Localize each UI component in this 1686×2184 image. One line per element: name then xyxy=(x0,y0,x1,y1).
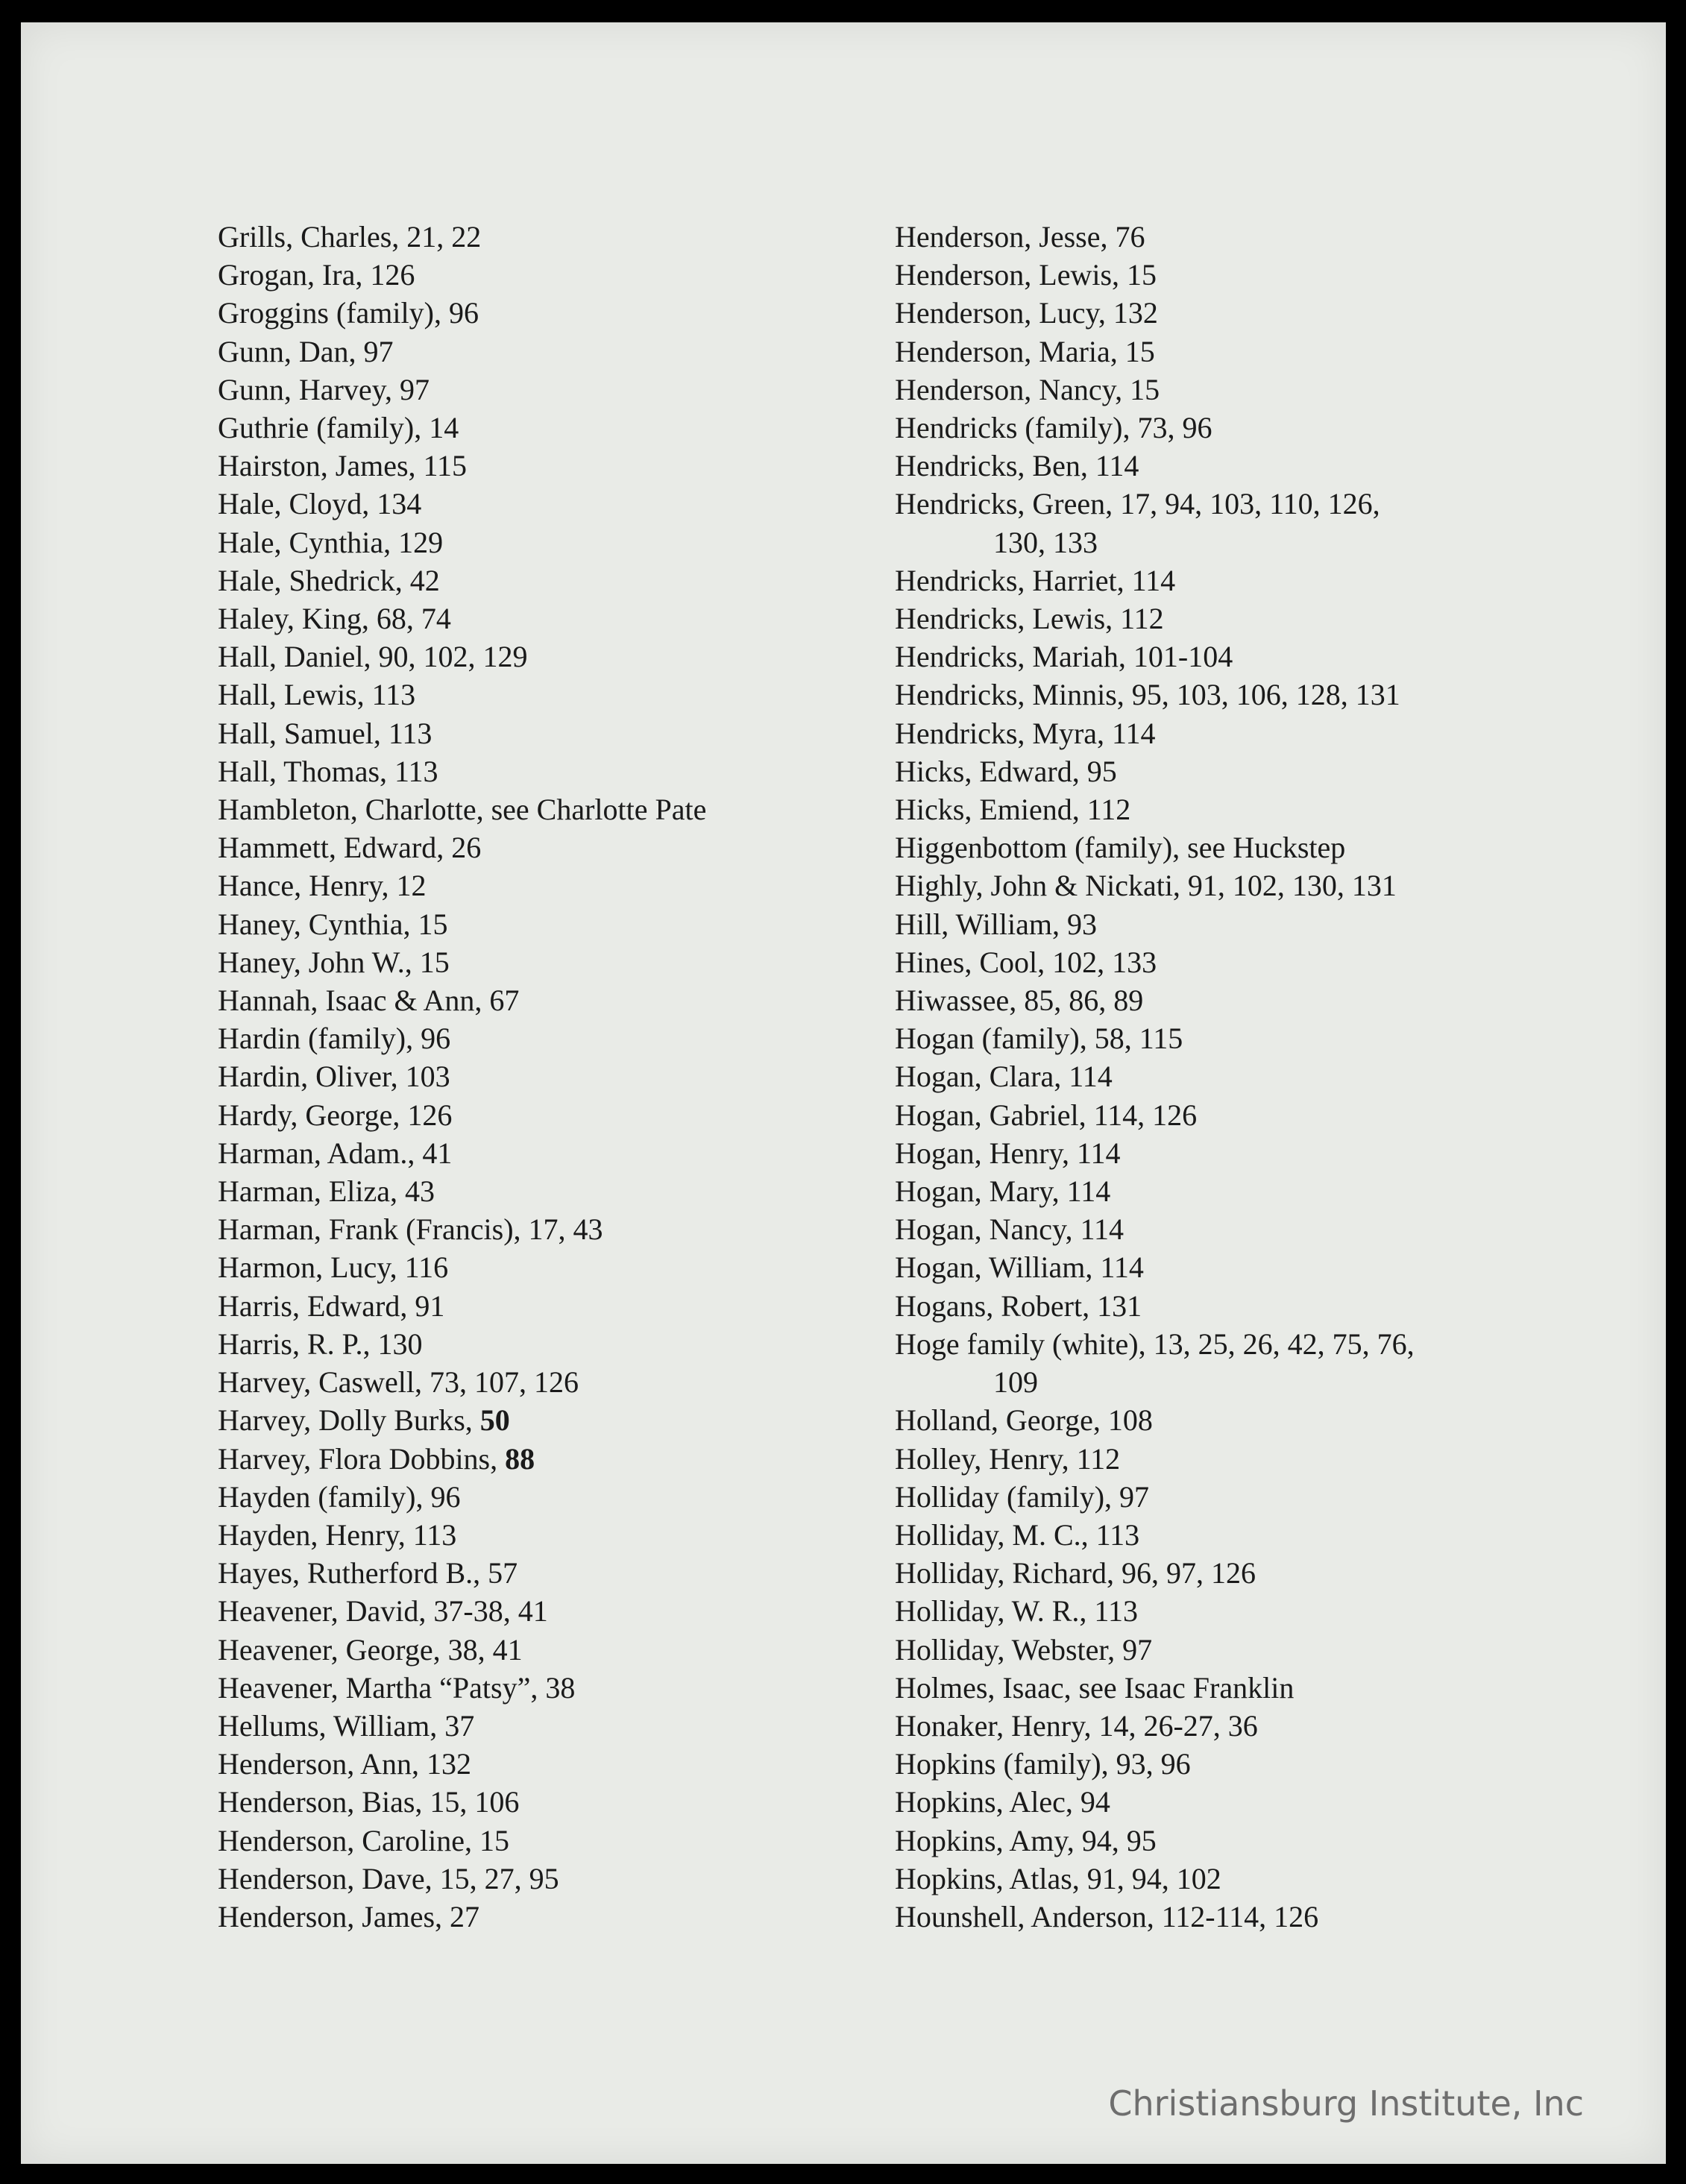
index-entry: Hines, Cool, 102, 133 xyxy=(895,945,1157,979)
index-entry: Hill, William, 93 xyxy=(895,907,1097,941)
index-entry: Hall, Thomas, 113 xyxy=(218,754,438,788)
index-entry: Hall, Daniel, 90, 102, 129 xyxy=(218,640,528,674)
index-entry: Heavener, Martha “Patsy”, 38 xyxy=(218,1670,576,1705)
index-entry: Hayes, Rutherford B., 57 xyxy=(218,1556,518,1590)
index-page xyxy=(21,22,1666,2164)
index-entry: Hicks, Emiend, 112 xyxy=(895,793,1131,827)
index-entry-continuation xyxy=(895,523,1415,561)
index-entry: Hardin, Oliver, 103 xyxy=(218,1060,450,1094)
index-entry: Grogan, Ira, 126 xyxy=(218,258,415,292)
index-entry: Henderson, Nancy, 15 xyxy=(895,372,1160,406)
index-entry-continuation xyxy=(895,1363,1415,1401)
continuation-text: 130, 133 xyxy=(993,525,1098,559)
bold-page-number: 88 xyxy=(505,1441,535,1476)
continuation-text: 109 xyxy=(993,1365,1038,1400)
index-entry: Henderson, Bias, 15, 106 xyxy=(218,1785,520,1819)
index-entry: Hale, Cynthia, 129 xyxy=(218,525,444,559)
index-entry: Hogan, Nancy, 114 xyxy=(895,1212,1124,1247)
index-column-right xyxy=(895,218,1415,1936)
index-entry: Holley, Henry, 112 xyxy=(895,1441,1121,1476)
index-entry: Hopkins, Alec, 94 xyxy=(895,1785,1110,1819)
index-entry: Hogan, Henry, 114 xyxy=(895,1136,1121,1170)
index-entry: Hendricks, Mariah, 101-104 xyxy=(895,640,1233,674)
index-entry: Hogan, Gabriel, 114, 126 xyxy=(895,1098,1198,1132)
index-entry: Harvey, Caswell, 73, 107, 126 xyxy=(218,1365,579,1400)
index-entry: Gunn, Dan, 97 xyxy=(218,334,394,368)
index-entry: Harmon, Lucy, 116 xyxy=(218,1250,449,1285)
index-entry: Heavener, David, 37-38, 41 xyxy=(218,1594,548,1628)
index-entry: Harris, R. P., 130 xyxy=(218,1327,423,1361)
index-entry: Haney, John W., 15 xyxy=(218,945,450,979)
index-entry: Hammett, Edward, 26 xyxy=(218,831,482,865)
index-entry: Heavener, George, 38, 41 xyxy=(218,1632,523,1667)
index-entry: Harman, Frank (Francis), 17, 43 xyxy=(218,1212,603,1247)
index-entry: Hayden (family), 96 xyxy=(218,1479,461,1514)
index-entry: Hale, Shedrick, 42 xyxy=(218,563,440,597)
index-entry: Hicks, Edward, 95 xyxy=(895,754,1117,788)
index-entry: Highly, John & Nickati, 91, 102, 130, 131 xyxy=(895,869,1397,903)
index-entry-name: Harvey, Dolly Burks, xyxy=(218,1403,473,1438)
index-entry: Harman, Adam., 41 xyxy=(218,1136,453,1170)
index-entry: Holliday, Richard, 96, 97, 126 xyxy=(895,1556,1256,1590)
index-entry: Henderson, Jesse, 76 xyxy=(895,220,1145,254)
index-entry: Henderson, Lewis, 15 xyxy=(895,258,1157,292)
index-entry: Guthrie (family), 14 xyxy=(218,411,459,445)
index-entry: Hogan (family), 58, 115 xyxy=(895,1022,1183,1056)
index-entry: Hendricks, Ben, 114 xyxy=(895,449,1139,483)
index-entry: Haney, Cynthia, 15 xyxy=(218,907,448,941)
index-entry: Haley, King, 68, 74 xyxy=(218,602,451,636)
index-entry: Hayden, Henry, 113 xyxy=(218,1517,457,1552)
index-entry: Hopkins, Amy, 94, 95 xyxy=(895,1823,1157,1857)
index-entry: Hairston, James, 115 xyxy=(218,449,468,483)
index-entry: Holland, George, 108 xyxy=(895,1403,1153,1438)
index-entry: Hall, Lewis, 113 xyxy=(218,678,416,712)
index-entry: Hendricks (family), 73, 96 xyxy=(895,411,1212,445)
index-entry: Henderson, Ann, 132 xyxy=(218,1747,471,1781)
index-entry: Hendricks, Myra, 114 xyxy=(895,716,1156,750)
index-entry: Gunn, Harvey, 97 xyxy=(218,372,430,406)
index-entry: Hounshell, Anderson, 112-114, 126 xyxy=(895,1899,1319,1933)
index-entry: Hendricks, Harriet, 114 xyxy=(895,563,1176,597)
index-entry: Holmes, Isaac, see Isaac Franklin xyxy=(895,1670,1295,1705)
index-entry: Harman, Eliza, 43 xyxy=(218,1174,435,1209)
index-entry-bold-page xyxy=(218,1440,706,1478)
watermark-text: Christiansburg Institute, Inc xyxy=(1108,2083,1584,2124)
bold-page-number: 50 xyxy=(479,1403,510,1438)
index-entry: Hopkins (family), 93, 96 xyxy=(895,1747,1191,1781)
index-entry: Hambleton, Charlotte, see Charlotte Pate xyxy=(218,793,707,827)
index-entry: Harris, Edward, 91 xyxy=(218,1288,445,1323)
index-entry: Groggins (family), 96 xyxy=(218,296,479,330)
index-entry: Hale, Cloyd, 134 xyxy=(218,487,422,521)
index-entry: Hogan, Clara, 114 xyxy=(895,1060,1113,1094)
index-entry: Henderson, James, 27 xyxy=(218,1899,480,1933)
index-entry: Hiwassee, 85, 86, 89 xyxy=(895,984,1144,1018)
index-entry: Hopkins, Atlas, 91, 94, 102 xyxy=(895,1861,1221,1895)
index-entry: Holliday, M. C., 113 xyxy=(895,1517,1140,1552)
index-entry: Holliday, W. R., 113 xyxy=(895,1594,1138,1628)
index-entry: Hellums, William, 37 xyxy=(218,1708,475,1743)
index-entry: Hannah, Isaac & Ann, 67 xyxy=(218,984,520,1018)
index-entry: Hogans, Robert, 131 xyxy=(895,1288,1142,1323)
index-entry: Higgenbottom (family), see Huckstep xyxy=(895,831,1346,865)
index-entry: Hardin (family), 96 xyxy=(218,1022,451,1056)
index-entry: Grills, Charles, 21, 22 xyxy=(218,220,482,254)
index-entry-name: Harvey, Flora Dobbins, xyxy=(218,1441,498,1476)
index-entry: Hogan, Mary, 114 xyxy=(895,1174,1111,1209)
index-entry: Henderson, Dave, 15, 27, 95 xyxy=(218,1861,559,1895)
index-entry: Hall, Samuel, 113 xyxy=(218,716,432,750)
index-entry: Hendricks, Minnis, 95, 103, 106, 128, 131 xyxy=(895,678,1400,712)
index-entry: Hardy, George, 126 xyxy=(218,1098,453,1132)
index-entry: Hance, Henry, 12 xyxy=(218,869,427,903)
index-column-left xyxy=(218,218,706,1936)
index-entry: Hendricks, Green, 17, 94, 103, 110, 126, xyxy=(895,487,1380,521)
index-entry: Holliday, Webster, 97 xyxy=(895,1632,1153,1667)
index-entry-bold-page xyxy=(218,1401,706,1439)
index-entry: Henderson, Caroline, 15 xyxy=(218,1823,510,1857)
index-entry: Henderson, Lucy, 132 xyxy=(895,296,1158,330)
index-entry: Hoge family (white), 13, 25, 26, 42, 75, 76, xyxy=(895,1327,1415,1361)
index-entry: Hogan, William, 114 xyxy=(895,1250,1144,1285)
index-entry: Holliday (family), 97 xyxy=(895,1479,1150,1514)
index-entry: Henderson, Maria, 15 xyxy=(895,334,1155,368)
index-entry: Honaker, Henry, 14, 26-27, 36 xyxy=(895,1708,1258,1743)
index-entry: Hendricks, Lewis, 112 xyxy=(895,602,1164,636)
